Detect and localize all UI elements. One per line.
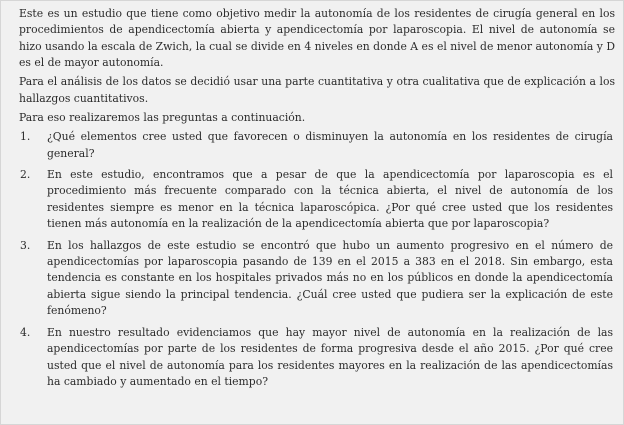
question-text: En este estudio, encontramos que a pesar de que la apendicectomía por laparoscopia es el procedimiento más frecuente comparado con la técnica abierta, el nivel de autonomía de los residentes siempre es menor en la técnica laparoscópica. ¿Por qué cree usted que los residentes tienen más autonomía en la realización de la apendicectomía abierta que por laparoscopia? [47, 168, 613, 231]
question-text: En nuestro resultado evidenciamos que hay mayor nivel de autonomía en la realización de las apendicectomías por parte de los residentes de forma progresiva desde el año 2015. ¿Por qué cree usted que el nivel de autonomía para los residentes mayores en la realización de las apendicectomías ha cambiado y aumentado en el tiempo? [47, 325, 613, 388]
question-item-4 [19, 325, 615, 391]
question-item-3 [19, 238, 615, 320]
question-number: 3. [20, 238, 31, 252]
question-text: En los hallazgos de este estudio se encontró que hubo un aumento progresivo en el número de apendicectomías por laparoscopia pasando de 139 en el 2015 a 383 en el 2018. Sin embargo, esta tendencia es constante en los hospitales privados más no en los públicos en donde la apendicectomía abierta sigue siendo la principal tendencia. ¿Cuál cree usted que pudiera ser la explicación de este fenómeno? [47, 238, 613, 318]
question-number: 2. [20, 168, 31, 182]
question-item-1 [19, 129, 615, 162]
intro-paragraph-analysis-method: Para el análisis de los datos se decidió usar una parte cuantitativa y otra cualitativa que de explicación a los hallazgos cuantitativos. [19, 75, 615, 105]
question-number: 1. [20, 130, 31, 144]
intro-paragraph-questions-lead: Para eso realizaremos las preguntas a continuación. [19, 111, 306, 125]
question-number: 4. [20, 325, 31, 339]
question-text: ¿Qué elementos cree usted que favorecen o disminuyen la autonomía en los residentes de cirugía general? [47, 130, 613, 160]
questions-list [19, 129, 615, 390]
question-item-2 [19, 167, 615, 233]
intro-paragraph-study-objective: Este es un estudio que tiene como objetivo medir la autonomía de los residentes de cirugía general en los procedimientos de apendicectomía abierta y apendicectomía por laparoscopia. El nivel de autonomía se hizo usando la escala de Zwich, la cual se divide en 4 niveles en donde A es el nivel de menor autonomía y D es el de mayor autonomía. [19, 7, 615, 70]
